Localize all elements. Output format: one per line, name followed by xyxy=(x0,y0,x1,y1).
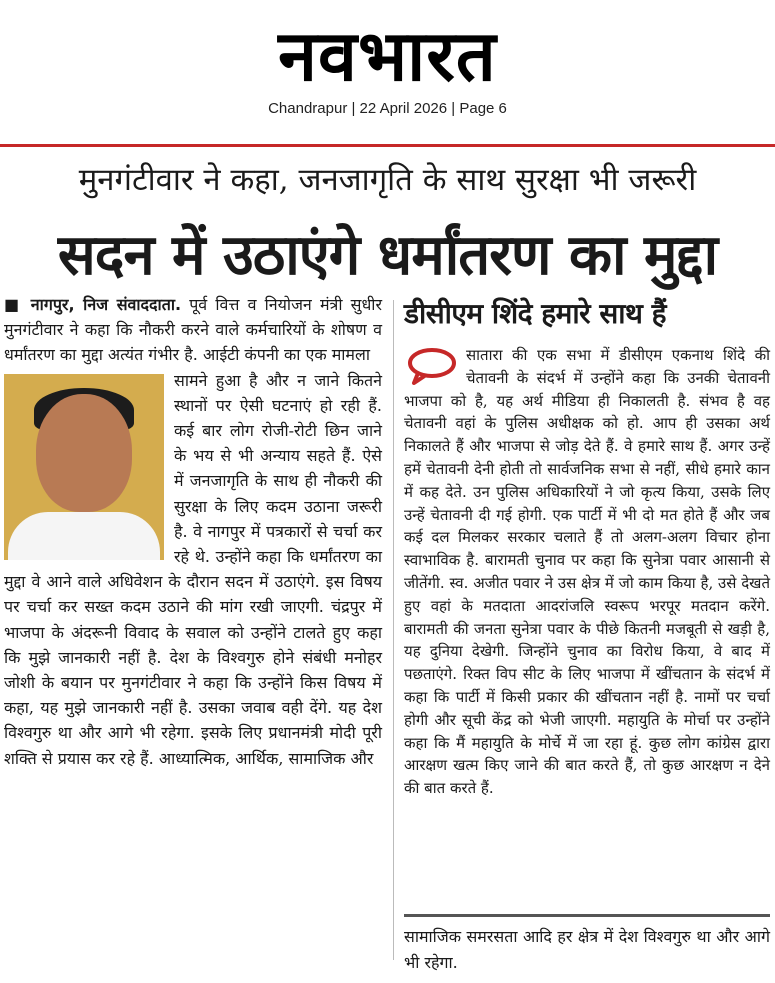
sidebar-headline: डीसीएम शिंदे हमारे साथ हैं xyxy=(404,297,667,330)
sidebar-text: सातारा की एक सभा में डीसीएम एकनाथ शिंदे की चेतावनी के संदर्भ में उन्होंने कहा कि उनकी चेतावनी भाजपा को है, यह अर्थ मीडिया ही निकालती है. संभव है वह चेतावनी वहां के पुलिस अधीक्षक को हो. आप ही उसका अर्थ निकालते हैं और भाजपा से जोड़ देते हैं. वे हमारे साथ हैं. अगर उन्हें हमें चेतावनी देनी होती तो सार्वजनिक सभा से नहीं, सीधे हमारे कान में कह देते. उन पुलिस अधिकारियों ने जो कृत्य किया, उसके लिए उन्हें चेतावनी दी गई होगी. एक पार्टी में भी दो मत होते हैं और जब कई दल मिलकर सरकार चलाते हैं तो अलग-अलग विचार होना स्वाभाविक है. बारामती चुनाव पर कहा कि सुनेत्रा पवार आसानी से जीतेंगी. स्व. अजीत पवार ने उस क्षेत्र में जो काम किया है, उसे देखते हुए वहां के मतदाता आदरांजलि स्वरूप भरपूर मतदान करेंगे. बारामती की जनता सुनेत्रा पवार के पीछे कितनी मजबूती से खड़ी है, यह दुनिया देखेगी. जिन्होंने चुनाव का विरोध किया, वे बाद में पछताएंगे. रिक्त विप सीट के लिए भाजपा में खींचतान के संदर्भ में कहा कि पार्टी में किसी प्रकार की खींचतान नहीं है. नामों पर चर्चा होगी और सूची केंद्र को भेजी जाएगी. महायुति के मोर्चा पर उन्होंने कहा कि मैं महायुति के मोर्चे में जा रहा हूं. कुछ लोग कांग्रेस द्वारा आरक्षण खत्म किए जाने की बात करते हैं, तो कुछ आरक्षण न देने की बात करते हैं. xyxy=(404,346,770,798)
speech-bubble-icon xyxy=(406,346,458,386)
continuation-text: सामाजिक समरसता आदि हर क्षेत्र में देश विश्वगुरु था और आगे भी रहेगा. xyxy=(404,927,770,972)
column-divider xyxy=(393,300,394,960)
edition-line: Chandrapur | 22 April 2026 | Page 6 xyxy=(268,100,507,117)
newspaper-logo: नवभारत xyxy=(278,15,497,97)
main-story-column xyxy=(4,292,382,771)
top-red-rule xyxy=(0,144,775,147)
story-lead xyxy=(4,292,382,368)
article-headline: सदन में उठाएंगे धर्मांतरण का मुद्दा xyxy=(57,223,718,288)
photo-shirt xyxy=(8,512,160,560)
politician-photo xyxy=(4,374,164,560)
sidebar-body xyxy=(404,344,770,800)
story-body xyxy=(4,368,382,771)
continuation-rule xyxy=(404,914,770,917)
speech-bubble-svg xyxy=(406,346,458,386)
lead-text: पूर्व वित्त व नियोजन मंत्री सुधीर मुनगंटीवार ने कहा कि नौकरी करने वाले कर्मचारियों के शोषण व धर्मांतरण का मुद्दा अत्यंत गंभीर है. आईटी कंपनी का एक मामला xyxy=(4,295,382,365)
byline: ■ नागपुर, निज संवाददाता. xyxy=(4,295,182,314)
story-text: सामने हुआ है और न जाने कितने स्थानों पर ऐसी घटनाएं हो रही हैं. कई बार लोग रोजी-रोटी छिन जाने के भय से भी अन्याय सहते हैं. ऐसे में जनजागृति के साथ ही नौकरी की सुरक्षा के लिए कदम उठाना जरूरी है. वे नागपुर में पत्रकारों से चर्चा कर रहे थे. उन्होंने कहा कि धर्मांतरण का मुद्दा वे आने वाले अधिवेशन के दौरान सदन में उठाएंगे. इस विषय पर चर्चा कर सख्त कदम उठाने की मांग रखी जाएगी. चंद्रपुर में भाजपा के अंदरूनी विवाद के सवाल को उन्होंने टालते हुए कहा कि मुझे जानकारी नहीं है. देश के विश्वगुरु होने संबंधी मनोहर जोशी के बयान पर मुनगंटीवार ने कहा कि उन्होंने किस विषय में कहा, यह मुझे जानकारी नहीं है. उसका जवाब वही देंगे. यह देश विश्वगुरु था और आगे भी रहेगा. इसके लिए प्रधानमंत्री मोदी पूरी शक्ति से प्रयास कर रहे हैं. आध्यात्मिक, आर्थिक, सामाजिक और xyxy=(4,370,382,768)
sidebar-story xyxy=(404,294,770,800)
article-kicker: मुनगंटीवार ने कहा, जनजागृति के साथ सुरक्षा भी जरूरी xyxy=(78,162,697,198)
photo-face xyxy=(36,394,132,512)
masthead xyxy=(0,0,775,140)
